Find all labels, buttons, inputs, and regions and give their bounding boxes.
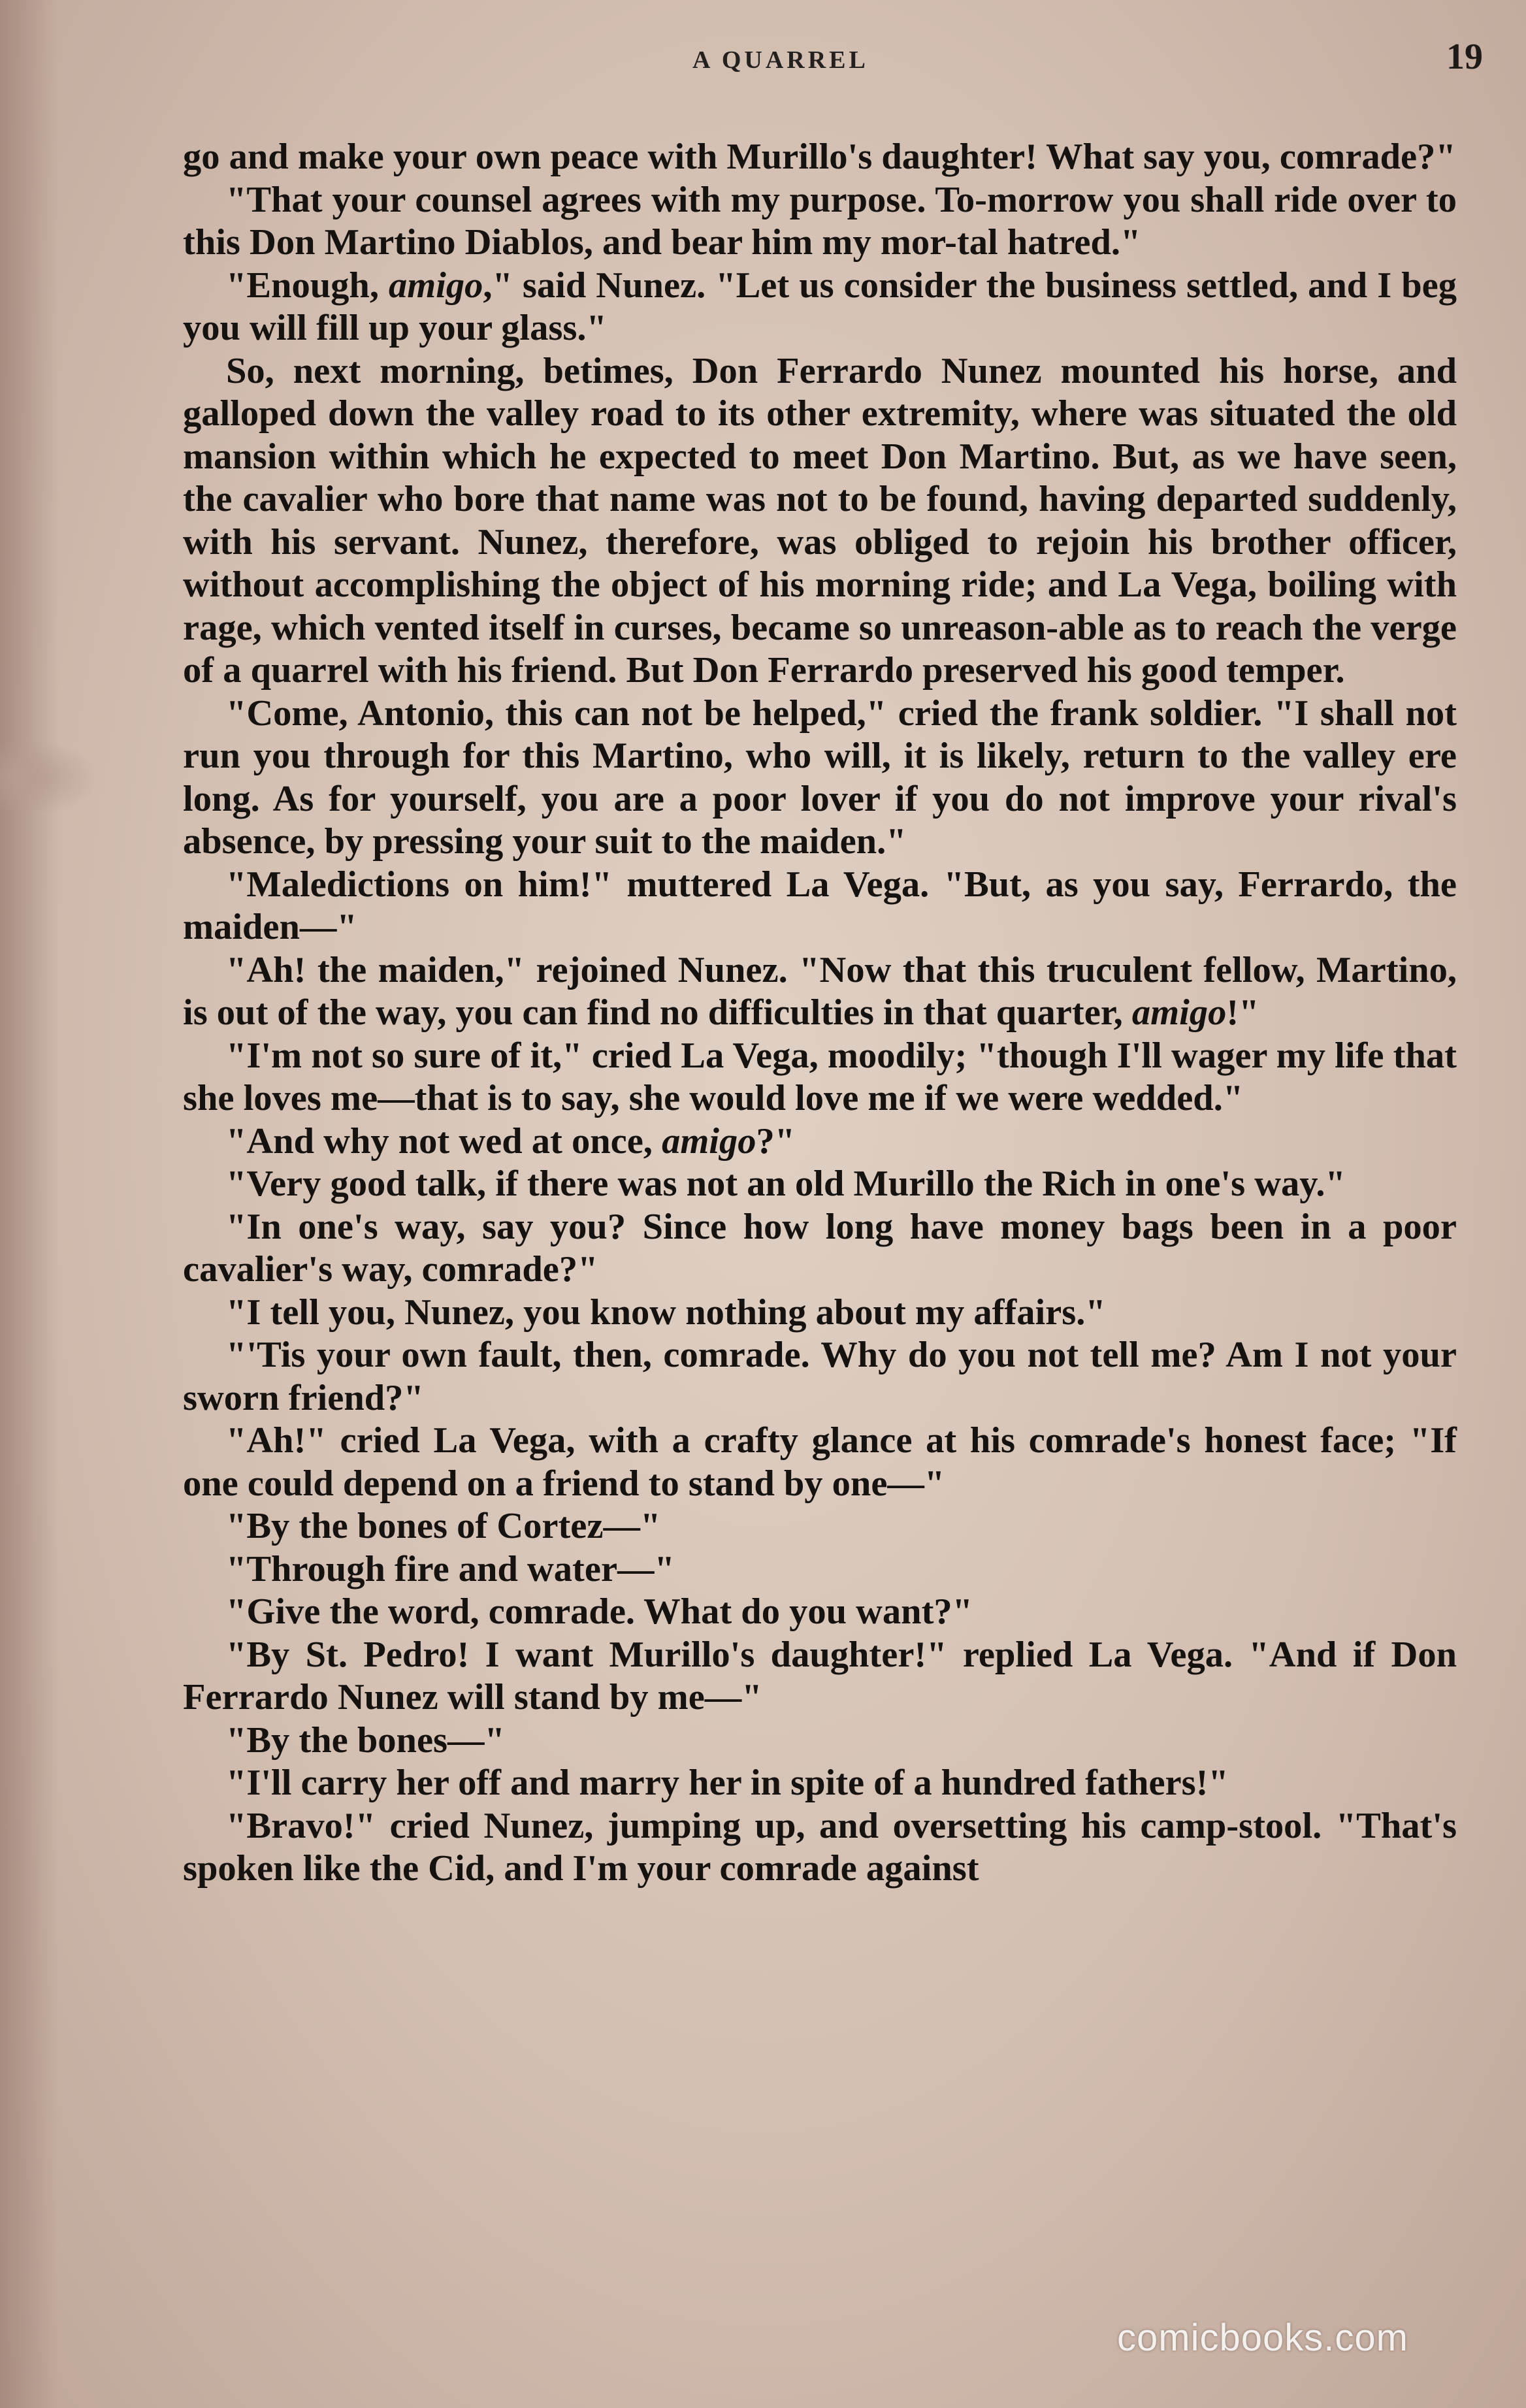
paragraph: "Very good talk, if there was not an old Murillo the Rich in one's way." [226,1163,1346,1204]
paragraph: "By the bones—" [226,1719,505,1761]
paragraph: "In one's way, say you? Since how long have money bags been in a poor cavalier's way, comrade?" [183,1206,1457,1290]
page-shadow-edge [0,0,59,2408]
paragraph: "I'm not so sure of it," cried La Vega, moodily; "though I'll wager my life that she loves me—that is to say, she would love me if we were wedded." [183,1035,1457,1118]
paragraph: "And why not wed at once, amigo?" [226,1120,796,1162]
paragraph: "I'll carry her off and marry her in spite of a hundred fathers!" [226,1763,1229,1803]
paragraph: "'Tis your own fault, then, comrade. Why do you not tell me? Am I not your sworn friend?" [183,1335,1457,1418]
paragraph: "I tell you, Nunez, you know nothing about my affairs." [226,1292,1106,1333]
body-text [183,136,1457,1891]
paragraph: "Ah! the maiden," rejoined Nunez. "Now that this truculent fellow, Martino, is out of the way, you can find no difficulties in that quarter, amigo!" [183,949,1457,1033]
paragraph: So, next morning, betimes, Don Ferrardo Nunez mounted his horse, and galloped down the valley road to its other extremity, where was situated the old mansion within which he expected to meet Don Martino. But, as we have seen, the cavalier who bore that name was not to be found, having departed suddenly, with his servant. Nunez, therefore, was obliged to rejoin his brother officer, without accomplishing the object of his morning ride; and La Vega, boiling with rage, which vented itself in curses, became so unreason-able as to reach the verge of a quarrel with his friend. But Don Ferrardo preserved his good temper. [183,350,1457,691]
paragraph: "Ah!" cried La Vega, with a crafty glance at his comrade's honest face; "If one could depend on a friend to stand by one—" [183,1420,1457,1504]
paragraph: "That your counsel agrees with my purpose. To-morrow you shall ride over to this Don Martino Diablos, and bear him my mor-tal hatred." [183,179,1457,263]
paragraph: "Come, Antonio, this can not be helped," cried the frank soldier. "I shall not run you through for this Martino, who will, it is likely, return to the valley ere long. As for yourself, you are a poor lover if you do not improve your rival's absence, by pressing your suit to the maiden." [183,692,1457,862]
watermark-text: comicbooks.com [1117,2317,1408,2359]
paragraph: "By the bones of Cortez—" [226,1506,661,1546]
running-title: A QUARREL [692,46,869,74]
page-crease [0,738,98,817]
paragraph: "Give the word, comrade. What do you want?" [226,1591,973,1632]
paragraph: "Enough, amigo," said Nunez. "Let us consider the business settled, and I beg you will fill up your glass." [183,265,1457,348]
paragraph: "Bravo!" cried Nunez, jumping up, and oversetting his camp-stool. "That's spoken like the Cid, and I'm your comrade against [183,1805,1457,1889]
paragraph: go and make your own peace with Murillo's daughter! What say you, comrade?" [183,137,1456,177]
paragraph: "By St. Pedro! I want Murillo's daughter!" replied La Vega. "And if Don Ferrardo Nunez will stand by me—" [183,1634,1457,1717]
paragraph: "Through fire and water—" [226,1548,675,1589]
page-number: 19 [1446,37,1483,77]
paragraph: "Maledictions on him!" muttered La Vega. "But, as you say, Ferrardo, the maiden—" [183,864,1457,947]
